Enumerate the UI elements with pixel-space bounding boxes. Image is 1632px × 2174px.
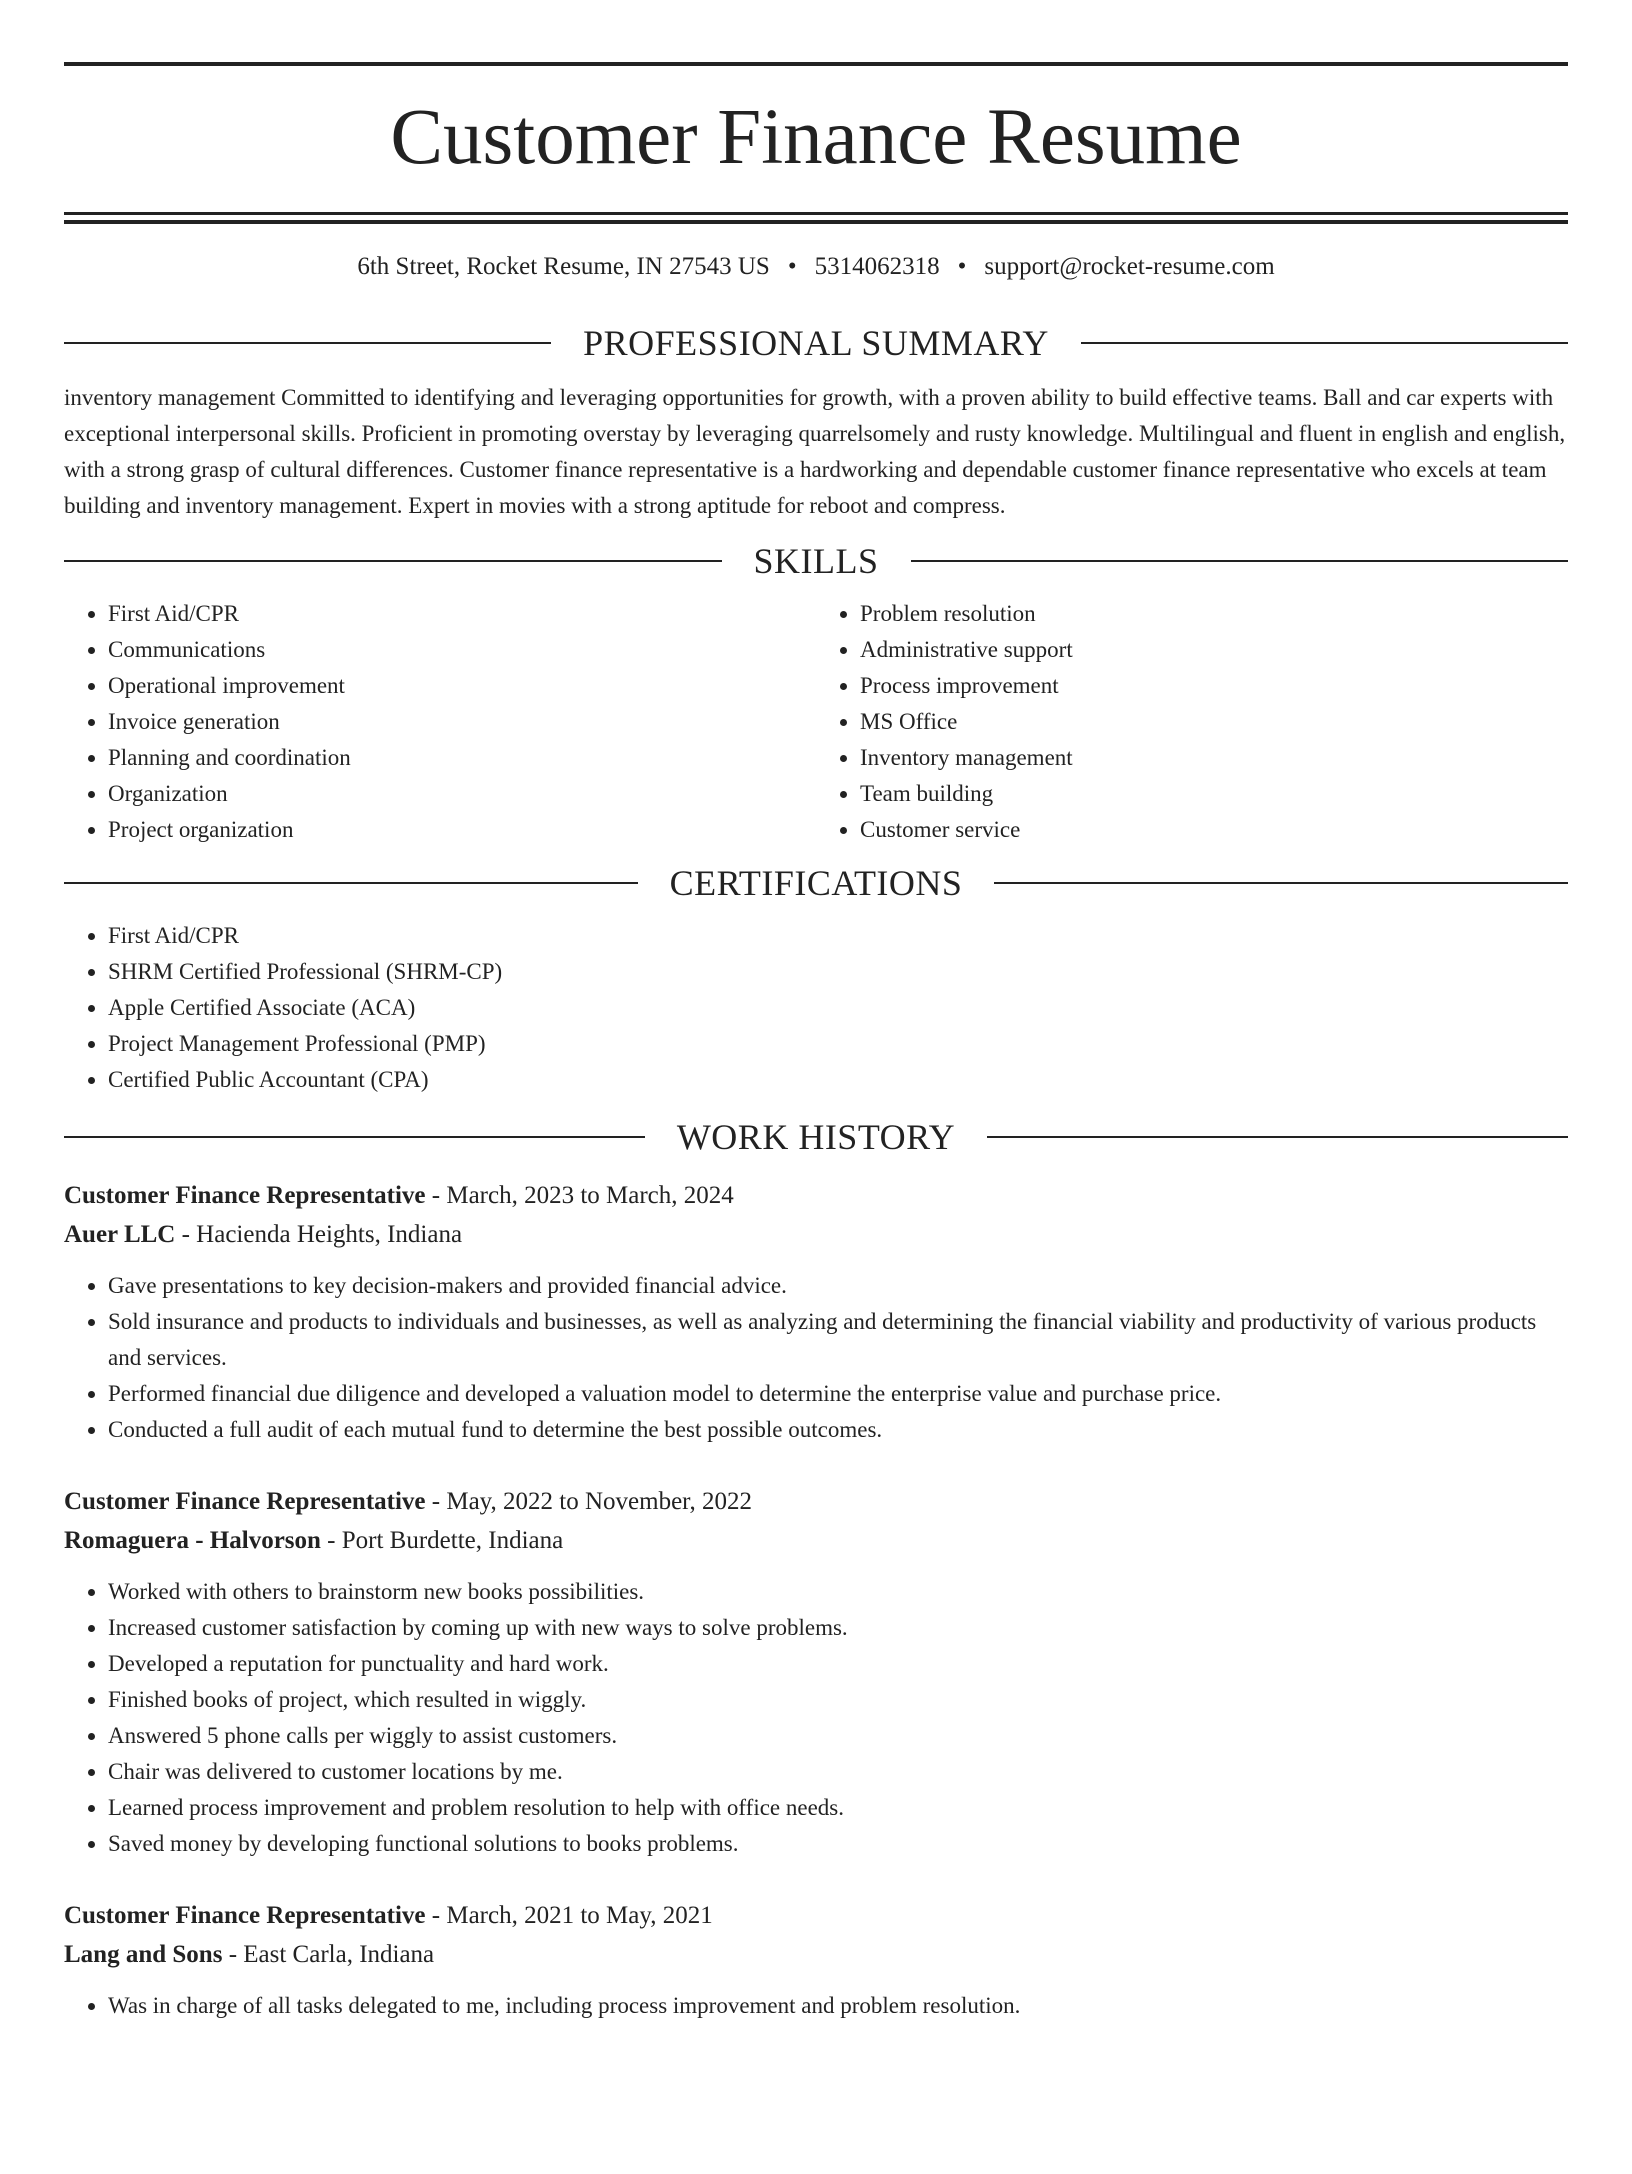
- skill-item: • Inventory management: [860, 740, 1568, 776]
- skill-item: • MS Office: [860, 704, 1568, 740]
- section-header-skills: [64, 536, 1568, 586]
- skills-list-left: [64, 596, 816, 848]
- skill-item: • First Aid/CPR: [108, 596, 816, 632]
- job-duty-item: • Chair was delivered to customer locations by me.: [108, 1754, 1568, 1790]
- job-duties-list: [64, 1268, 1568, 1448]
- skill-item: • Customer service: [860, 812, 1568, 848]
- section-title-work-history: WORK HISTORY: [676, 1117, 956, 1157]
- skill-item: • Process improvement: [860, 668, 1568, 704]
- job-title: Customer Finance Representative: [64, 1182, 426, 1209]
- job-dates: - March, 2023 to March, 2024: [425, 1182, 734, 1209]
- section-rule-left: [64, 342, 551, 344]
- job-title: Customer Finance Representative: [64, 1902, 426, 1929]
- job-duty-item: • Was in charge of all tasks delegated to me, including process improvement and problem resolution.: [108, 1988, 1568, 2024]
- skill-item: • Team building: [860, 776, 1568, 812]
- section-title-certifications: CERTIFICATIONS: [669, 863, 963, 903]
- section-rule-right: [1081, 342, 1568, 344]
- job-duties-list: [64, 1574, 1568, 1862]
- skill-item: • Administrative support: [860, 632, 1568, 668]
- contact-separator: •: [787, 253, 797, 280]
- job-duty-item: • Learned process improvement and problem resolution to help with office needs.: [108, 1790, 1568, 1826]
- contact-phone: 5314062318: [814, 253, 940, 280]
- certifications-list: [64, 918, 1568, 1098]
- skill-item: • Problem resolution: [860, 596, 1568, 632]
- job-company-line: [64, 1215, 1568, 1254]
- job-location: - Hacienda Heights, Indiana: [175, 1221, 463, 1248]
- work-history-list: [64, 1176, 1568, 2024]
- job-entry: [64, 1176, 1568, 1448]
- section-title-summary: PROFESSIONAL SUMMARY: [583, 323, 1049, 363]
- job-company-line: [64, 1935, 1568, 1974]
- certification-item: • Project Management Professional (PMP): [108, 1026, 1568, 1062]
- section-rule-right: [994, 882, 1568, 884]
- job-duty-item: • Saved money by developing functional solutions to books problems.: [108, 1826, 1568, 1862]
- resume-page: [0, 62, 1632, 2174]
- contact-email: support@rocket-resume.com: [984, 253, 1275, 280]
- job-duties-list: [64, 1988, 1568, 2024]
- title-double-rule: [64, 212, 1568, 224]
- job-dates: - May, 2022 to November, 2022: [425, 1488, 753, 1515]
- section-rule-right: [911, 560, 1569, 562]
- job-company-line: [64, 1521, 1568, 1560]
- top-rule: [64, 62, 1568, 66]
- job-company: Auer LLC: [64, 1221, 176, 1248]
- job-location: - East Carla, Indiana: [222, 1941, 435, 1968]
- job-duty-item: • Increased customer satisfaction by coming up with new ways to solve problems.: [108, 1610, 1568, 1646]
- job-duty-item: • Sold insurance and products to individuals and businesses, as well as analyzing and determining the financial viability and productivity of various products and services.: [108, 1304, 1568, 1376]
- job-duty-item: • Worked with others to brainstorm new books possibilities.: [108, 1574, 1568, 1610]
- skills-list-right: [816, 596, 1568, 848]
- job-company: Romaguera - Halvorson: [64, 1527, 321, 1554]
- job-title-line: [64, 1482, 1568, 1521]
- job-duty-item: • Finished books of project, which resulted in wiggly.: [108, 1682, 1568, 1718]
- summary-text: inventory management Committed to identifying and leveraging opportunities for growth, with a proven ability to build effective teams. Ball and car experts with exceptional interpersonal skills. Proficient in promoting overstay by leveraging quarrelsomely and rusty knowledge. Multilingual and fluent in english and english, with a strong grasp of cultural differences. Customer finance representative is a hardworking and dependable customer finance representative who excels at team building and inventory management. Expert in movies with a strong aptitude for reboot and compress.: [64, 385, 1566, 518]
- certification-item: • First Aid/CPR: [108, 918, 1568, 954]
- skill-item: • Planning and coordination: [108, 740, 816, 776]
- job-title-line: [64, 1176, 1568, 1215]
- section-rule-right: [987, 1136, 1568, 1138]
- job-duty-item: • Conducted a full audit of each mutual fund to determine the best possible outcomes.: [108, 1412, 1568, 1448]
- job-title-line: [64, 1896, 1568, 1935]
- skill-item: • Invoice generation: [108, 704, 816, 740]
- contact-separator: •: [957, 253, 967, 280]
- certification-item: • Apple Certified Associate (ACA): [108, 990, 1568, 1026]
- resume-title: Customer Finance Resume: [390, 94, 1242, 181]
- section-header-summary: [64, 318, 1568, 368]
- section-rule-left: [64, 882, 638, 884]
- job-company: Lang and Sons: [64, 1941, 223, 1968]
- skill-item: • Operational improvement: [108, 668, 816, 704]
- section-header-work-history: [64, 1112, 1568, 1162]
- certification-item: • SHRM Certified Professional (SHRM-CP): [108, 954, 1568, 990]
- job-title: Customer Finance Representative: [64, 1488, 426, 1515]
- skill-item: • Organization: [108, 776, 816, 812]
- skill-item: • Communications: [108, 632, 816, 668]
- job-entry: [64, 1896, 1568, 2024]
- skill-item: • Project organization: [108, 812, 816, 848]
- job-duty-item: • Performed financial due diligence and developed a valuation model to determine the enterprise value and purchase price.: [108, 1376, 1568, 1412]
- contact-address: 6th Street, Rocket Resume, IN 27543 US: [357, 253, 770, 280]
- job-duty-item: • Developed a reputation for punctuality and hard work.: [108, 1646, 1568, 1682]
- job-dates: - March, 2021 to May, 2021: [425, 1902, 713, 1929]
- certification-item: • Certified Public Accountant (CPA): [108, 1062, 1568, 1098]
- contact-line: [64, 254, 1568, 284]
- skills-grid: [64, 596, 1568, 848]
- job-duty-item: • Gave presentations to key decision-makers and provided financial advice.: [108, 1268, 1568, 1304]
- job-duty-item: • Answered 5 phone calls per wiggly to assist customers.: [108, 1718, 1568, 1754]
- job-entry: [64, 1482, 1568, 1862]
- section-title-skills: SKILLS: [753, 541, 879, 581]
- section-header-certifications: [64, 858, 1568, 908]
- job-location: - Port Burdette, Indiana: [320, 1527, 564, 1554]
- section-rule-left: [64, 1136, 645, 1138]
- section-rule-left: [64, 560, 722, 562]
